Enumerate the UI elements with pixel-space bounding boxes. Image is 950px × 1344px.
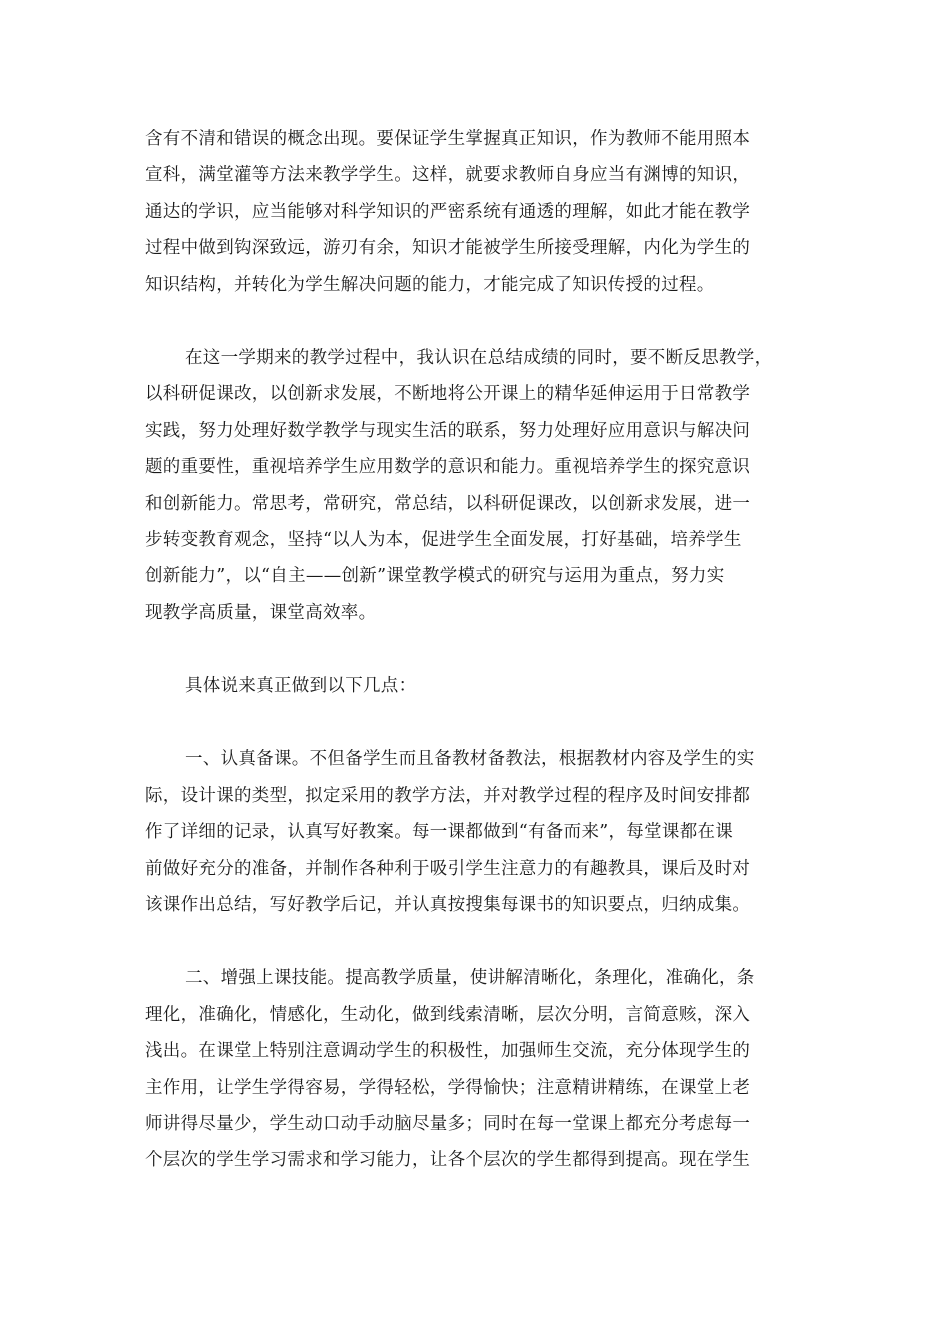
text-line: 知识结构，并转化为学生解决问题的能力，才能完成了知识传授的过程。 <box>145 274 715 295</box>
text-line: 创新能力”，以“自主——创新”课堂教学模式的研究与运用为重点，努力实 <box>145 566 725 587</box>
text-line: 题的重要性，重视培养学生应用数学的意识和能力。重视培养学生的探究意识 <box>145 457 751 478</box>
text-line: 在这一学期来的教学过程中，我认识在总结成绩的同时，要不断反思教学， <box>185 347 773 368</box>
paragraph-2 <box>145 340 805 631</box>
text-line: 过程中做到钩深致远，游刃有余，知识才能被学生所接受理解，内化为学生的 <box>145 238 751 259</box>
paragraph-4 <box>145 741 805 923</box>
document-body <box>145 121 805 1179</box>
text-line: 师讲得尽量少，学生动口动手动脑尽量多；同时在每一堂课上都充分考虑每一 <box>145 1113 751 1134</box>
text-line: 作了详细的记录，认真写好教案。每一课都做到“有备而来”，每堂课都在课 <box>145 822 734 843</box>
text-line: 浅出。在课堂上特别注意调动学生的积极性，加强师生交流，充分体现学生的 <box>145 1041 751 1062</box>
text-line: 二、增强上课技能。提高教学质量，使讲解清晰化，条理化，准确化，条 <box>185 968 755 989</box>
text-line: 个层次的学生学习需求和学习能力，让各个层次的学生都得到提高。现在学生 <box>145 1150 751 1171</box>
text-line: 步转变教育观念，坚持“以人为本，促进学生全面发展，打好基础，培养学生 <box>145 529 742 550</box>
text-line: 宣科，满堂灌等方法来教学学生。这样，就要求教师自身应当有渊博的知识， <box>145 165 751 186</box>
paragraph-1 <box>145 121 805 303</box>
text-line: 含有不清和错误的概念出现。要保证学生掌握真正知识，作为教师不能用照本 <box>145 129 751 149</box>
text-line: 理化，准确化，情感化，生动化，做到线索清晰，层次分明，言简意赅，深入 <box>145 1004 751 1025</box>
text-line: 主作用，让学生学得容易，学得轻松，学得愉快；注意精讲精练，在课堂上老 <box>145 1077 751 1098</box>
text-line: 实践，努力处理好数学教学与现实生活的联系，努力处理好应用意识与解决问 <box>145 420 751 441</box>
text-line: 现教学高质量，课堂高效率。 <box>145 602 377 623</box>
text-line: 前做好充分的准备，并制作各种利于吸引学生注意力的有趣教具，课后及时对 <box>145 858 751 879</box>
text-line: 以科研促课改，以创新求发展，不断地将公开课上的精华延伸运用于日常教学 <box>145 384 751 405</box>
text-line: 通达的学识，应当能够对科学知识的严密系统有通透的理解，如此才能在教学 <box>145 201 751 222</box>
text-line: 和创新能力。常思考，常研究，常总结，以科研促课改，以创新求发展，进一 <box>145 493 751 514</box>
paragraph-5 <box>145 960 805 1178</box>
text-line: 一、认真备课。不但备学生而且备教材备教法，根据教材内容及学生的实 <box>185 749 755 770</box>
text-line: 该课作出总结，写好教学后记，并认真按搜集每课书的知识要点，归纳成集。 <box>145 895 751 916</box>
text-line: 具体说来真正做到以下几点： <box>185 676 417 697</box>
paragraph-3 <box>145 668 805 704</box>
text-line: 际，设计课的类型，拟定采用的教学方法，并对教学过程的程序及时间安排都 <box>145 785 751 806</box>
